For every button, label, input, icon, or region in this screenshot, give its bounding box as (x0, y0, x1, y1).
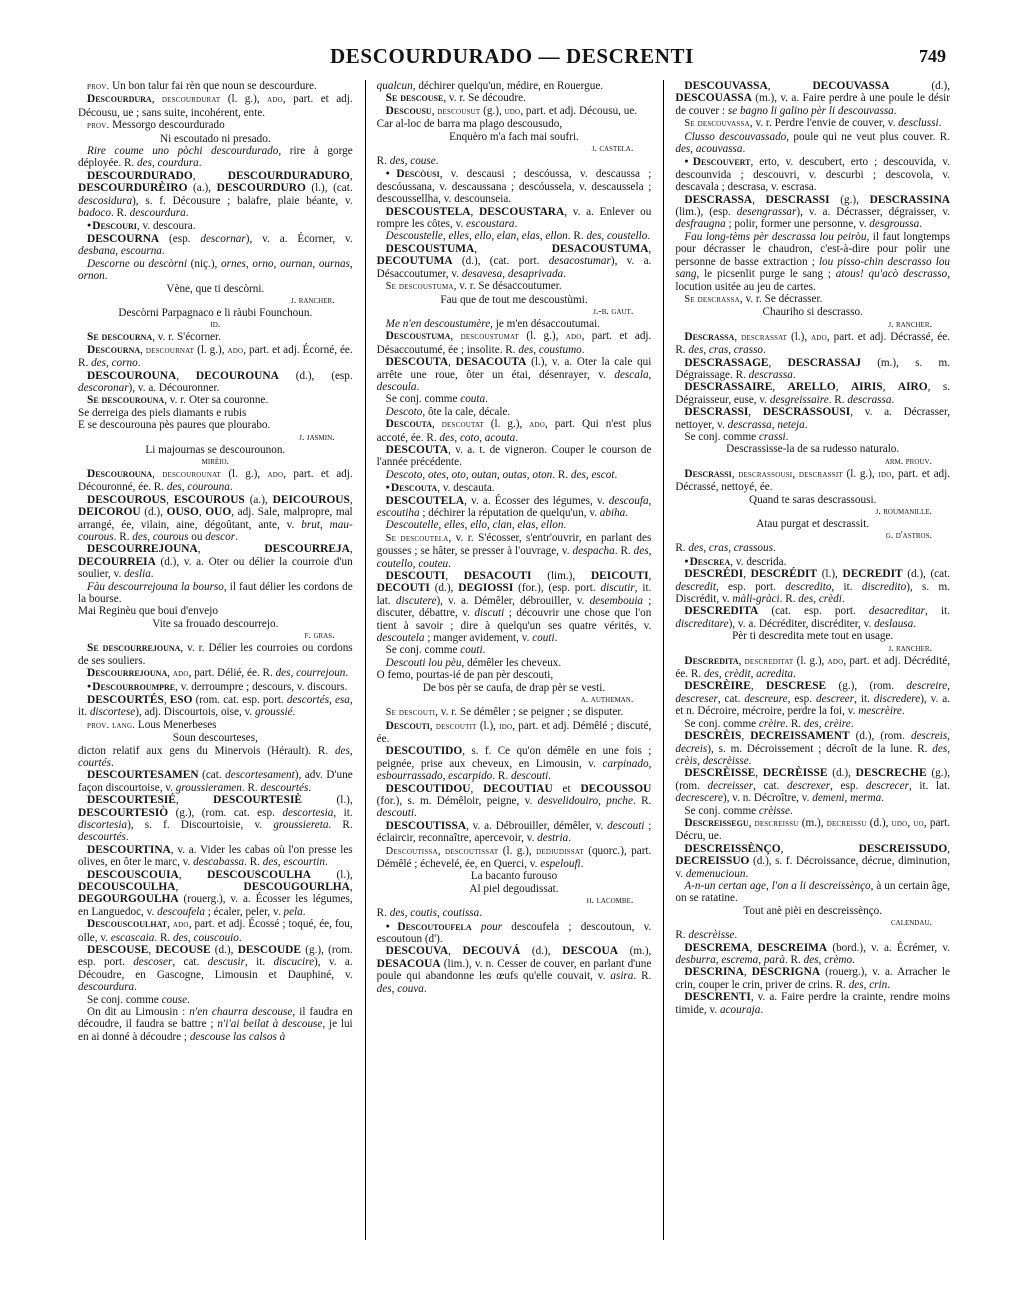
citation-attribution: f. gras. (304, 630, 335, 642)
entry-paragraph: Se conj. comme crèisse. (684, 804, 793, 817)
entry-paragraph: Descrassi, descrassousi, descrassit (l. g.), ido, part. et adj. Décrassé, nettoyé, ée. (675, 467, 951, 494)
entry-paragraph: DESCOURNA (esp. descornar), v. a. Écorner, v. desbana, escourna. (78, 232, 353, 258)
entry-paragraph: Descrassa, descrassat (l.), ado, part. et adj. Décrassé, ée. R. des, cras, crasso. (675, 330, 951, 357)
citation-attribution: id. (210, 319, 221, 331)
entry-paragraph: Clusso descouvassado, poule qui ne veut plus couver. R. des, acouvassa. (675, 130, 951, 156)
citation-attribution: j. roumanille. (875, 506, 933, 517)
verse-line: La bacanto furouso (470, 870, 558, 883)
entry-paragraph: Descouta, descoutat (l. g.), ado, part. Qui n'est plus accoté, ée. R. des, coto, acouta. (376, 418, 652, 444)
verse-line: Fau que de tout me descoustùmi. (440, 293, 588, 306)
entry-paragraph: ● Descrea, v. descrida. (675, 555, 950, 568)
entry-paragraph: DESCOUTIDO, s. f. Ce qu'on démêle en une fois ; peignée, prise aux cheveux, en Limousin, v. carpinado, esbourrassado, escarpido. R. descouti. (376, 745, 652, 783)
entry-paragraph: qualcun, déchirer quelqu'un, médire, en Rouergue. (376, 80, 604, 92)
column-2 (375, 80, 652, 1240)
entry-paragraph: ● Descouvert, erto, v. descubert, erto ; descouvida, v. descounvida ; descouvri, v. descurbi ; descovola, v. descavala ; descrasa, v. escrasa. (675, 155, 950, 193)
entry-paragraph: DESCOUSTELA, DESCOUSTARA, v. a. Enlever ou rompre les côtes, v. escoustara. (376, 205, 652, 231)
entry-paragraph: Descoto, otes, oto, outan, outas, oton. R. des, escot. (385, 468, 618, 481)
page-title: DESCOURDURADO — DESCRENTI (330, 44, 694, 68)
entry-paragraph: DESCREISSÈNÇO, DESCREISSUDO, DECREISSUO (d.), s. f. Décroissance, décrue, diminution, v. demenucioun. (675, 842, 951, 880)
verse-line: Li majournas se descourounon. (145, 443, 286, 456)
entry-paragraph: Descouti, descoutit (l.), ido, part. et adj. Démêlé ; discuté, ée. (376, 719, 652, 745)
entry-paragraph: Se descourna, v. r. S'écorner. (87, 331, 221, 344)
entry-paragraph: prov. Un bon talur fai rèn que noun se descourdure. (87, 80, 317, 92)
entry-paragraph: Fàu descourrejouna la bourso, il faut délier les cordons de la bourse. (78, 580, 353, 606)
entry-paragraph: Se descourouna, v. r. Oter sa couronne. (87, 394, 269, 407)
column-1 (78, 80, 353, 1240)
entry-paragraph: DESCRÈIS, DECREISSAMENT (d.), (rom. descreis, decreis), s. m. Décroissement ; décroît de la lune. R. des, crèis, descrèisse. (675, 730, 951, 767)
verse-line: Enquèro m'a fach mai soufri. (449, 130, 579, 143)
entry-paragraph: prov. lang. Lous Menerbeses (87, 718, 217, 731)
entry-paragraph: ● Descouta, v. descauta. (377, 481, 652, 494)
entry-paragraph: DESCREMA, DESCREIMA (bord.), v. a. Écrémer, v. desburra, escrema, parà. R. des, crèmo. (675, 941, 951, 966)
entry-paragraph: Car al-loc de barra ma plago descousudo, (376, 118, 563, 131)
verse-line: Soun descourteses, (172, 732, 258, 745)
text-columns (78, 80, 950, 1240)
entry-paragraph: DESCOUSE, DECOUSE (d.), DESCOUDE (g.), (rom. esp. port. descoser, cat. descusir, it. discucire), v. a. Découdre, en Gascogne, Limousin et Dauphiné, v. descourdura. (78, 944, 353, 994)
entry-paragraph: DESCOUROUNA, DECOUROUNA (d.), (esp. descoronar), v. a. Découronner. (78, 369, 353, 394)
entry-paragraph: DESCOUTA, DESACOUTA (l.), v. a. Oter la cale qui arrête une roue, ôter un étai, désenrayer, v. descala, descoula. (376, 356, 652, 393)
entry-paragraph: R. des, couse. (376, 155, 439, 168)
entry-paragraph: Se conj. comme couta. (385, 393, 488, 406)
entry-paragraph: R. descrèisse. (675, 929, 738, 942)
entry-paragraph: DESCRASSAIRE, ARELLO, AIRIS, AIRO, s. Dégraisseur, euse, v. desgreissaire. R. descrassa. (675, 381, 951, 406)
entry-paragraph: DESCRINA, DESCRIGNA (rouerg.), v. a. Arracher le crin, couper le crin, priver de crins. R. des, crin. (675, 966, 951, 991)
entry-paragraph: DESCOUVASSA, DECOUVASSA (d.), DESCOUASSA (m.), v. a. Faire perdre à une poule le désir de couver : se bagno li galino pèr li descouvassa. (675, 80, 951, 117)
entry-paragraph: Descoutissa, descoutissat (l. g.), dediudissat (quorc.), part. Démêlé ; échevelé, ée, en Querci, v. espeloufi. (376, 844, 652, 870)
verse-line: Vite sa frouado descourrejo. (152, 617, 279, 630)
page-header (0, 44, 1024, 69)
citation-attribution: h. lacombe. (586, 895, 634, 907)
entry-paragraph: Se descoustuma, v. r. Se désaccoutumer. (385, 280, 562, 293)
citation-attribution: a. autheman. (580, 694, 634, 706)
entry-paragraph: Descredita, descreditat (l. g.), ado, part. et adj. Décrédité, ée. R. des, crèdit, acredita. (675, 654, 951, 681)
entry-paragraph: Descourna, descournat (l. g.), ado, part. et adj. Écorné, ée. R. des, corno. (78, 343, 353, 370)
entry-paragraph: Fau long-tèms pèr descrassa lou peiròu, il faut longtemps pour décrasser le chaudron, c'est-à-dire pour polir une personne de basse extraction ; lou pisso-chin descrasso lou sang, le picsenlit purge le sang ; atous! qu'acò descrasso, locution usitée au jeu de cartes. (675, 230, 951, 293)
entry-paragraph: Se descouvassa, v. r. Perdre l'envie de couver, v. desclussi. (684, 117, 942, 130)
verse-line: Al piel degoudissat. (469, 882, 559, 895)
entry-paragraph: DESCOURTINA, v. a. Vider les cabas où l'on presse les olives, en ôter le marc, v. descabassa. R. des, escourtin. (78, 843, 353, 869)
citation-attribution: g. d'astros. (885, 530, 933, 542)
entry-paragraph: Se conj. comme couti. (385, 644, 486, 657)
entry-paragraph: Descourrejouna, ado, part. Délié, ée. R. des, courrejoun. (87, 667, 349, 680)
entry-paragraph: ● Descourroumpre, v. derroumpre ; descours, v. discours. (78, 680, 353, 693)
entry-paragraph: DESCRÈISSE, DECRÈISSE (d.), DESCRECHE (g.), (rom. decreisser, cat. descrexer, esp. descrecer, it. lat. decrescere), v. n. Décroître, v. demeni, merma. (675, 767, 951, 805)
verse-line: Atau purgat et descrassit. (756, 518, 870, 530)
entry-paragraph: DESCOUTI, DESACOUTI (lim.), DEICOUTI, DECOUTI (d.), DEGIOSSI (for.), (esp. port. discutir, it. lat. discutere), v. a. Démêler, débrouiller, v. desembouia ; discuter, débattre, v. discuti ; découvrir une chose que l'on tient à savoir ; dire à quelqu'un ses quatre vérités, v. descoutela ; manger avidement, v. couti. (376, 570, 652, 645)
entry-paragraph: Se descouti, v. r. Se démêler ; se peigner ; se disputer. (385, 706, 624, 719)
entry-paragraph: DESCOUTELA, v. a. Écosser des légumes, v. descoufa, escoutiha ; déchirer la réputation de quelqu'un, v. abiha. (376, 494, 652, 519)
entry-paragraph: ● Descouri, v. descoura. (78, 219, 353, 232)
citation-attribution: mirèio. (201, 455, 230, 467)
entry-paragraph: DESCRASSI, DESCRASSOUSI, v. a. Décrasser, nettoyer, v. descrassa, neteja. (675, 406, 951, 431)
citation-attribution: j. rancher. (888, 318, 933, 330)
verse-line: Chauriho si descrasso. (762, 306, 863, 319)
entry-paragraph: Se descoutela, v. r. S'écosser, s'entr'ouvrir, en parlant des gousses ; se hâter, se presser à l'ouvrage, v. despacha. R. des, coutello, couteu. (376, 531, 652, 570)
entry-paragraph: Descoutelle, elles, ello, clan, elas, ellon. (385, 519, 567, 532)
entry-paragraph: Se conj. comme couse. (87, 993, 190, 1006)
verse-line: De bos pèr se caufa, de drap pèr se vesti. (422, 681, 606, 694)
citation-attribution: j. rancher. (290, 294, 335, 306)
entry-paragraph: DESCRÉDI, DESCRÉDIT (l.), DECREDIT (d.), (cat. descredit, esp. port. descredito, it. discredito), s. m. Discrédit, v. màli-gràci. R. des, crèdi. (675, 568, 951, 606)
entry-paragraph: ● Descoutoufela pour descoufela ; descoutoun, v. escoutoun (d'). (377, 920, 652, 946)
verse-line: Tout anè pièi en descreissènço. (743, 904, 883, 917)
verse-line: Ni escoutado ni presado. (160, 132, 271, 145)
entry-paragraph: Descourouna, descourounat (l. g.), ado, part. et adj. Découronné, ée. R. des, courouna. (78, 467, 353, 494)
entry-paragraph: Descouscoulhat, ado, part. et adj. Écossé ; toqué, ée, fou, olle, v. escascaia. R. des, couscouio. (78, 918, 353, 944)
verse-line: Descrassisse-la de sa rudesso naturalo. (726, 443, 900, 456)
entry-paragraph: Descoustelle, elles, ello, elan, elas, ellon. R. des, coustello. (385, 230, 651, 243)
entry-paragraph: ● Descòusi, v. descausi ; descóussa, v. descaussa ; descóussana, v. descaussana ; descóussela, v. descaussela ; descoussellha, v. descounseia. (377, 167, 652, 205)
entry-paragraph: Descourdura, descourdurat (l. g.), ado, part. et adj. Décousu, ue ; sans suite, incohérent, ente. (78, 93, 353, 119)
entry-paragraph: A-n-un certan age, l'on a li descreissènço, à un certain âge, on se ratatine. (675, 879, 950, 905)
entry-paragraph: DESCOUROUS, ESCOUROUS (a.), DEICOUROUS, DEICOROU (d.), OUSO, OUO, adj. Sale, malpropre, mal arrangé, ée, vilain, aine, dégoûtant, ante, v. brut, mau-courous. R. des, courous ou descor. (78, 493, 353, 543)
entry-paragraph: prov. Messorgo descourdurado (87, 119, 225, 132)
entry-paragraph: Descousu, descousut (g.), udo, part. et adj. Décousu, ue. (385, 104, 638, 117)
citation-attribution: j.-b. gaut. (593, 305, 634, 317)
entry-paragraph: DESCOURTÉS, ESO (rom. cat. esp. port. descortés, esa, it. discortese), adj. Discourtois, oise, v. groussié. (78, 693, 353, 719)
entry-paragraph: DESCRÈIRE, DESCRESE (g.), (rom. descreire, descreser, cat. descreure, esp. descreer, it. discredere), v. a. et n. Décroire, mécroire, perdre la foi, v. mescrèire. (675, 680, 951, 718)
verse-line: Vène, que ti descòrni. (166, 282, 265, 295)
entry-paragraph: Descoto, ôte la cale, décale. (385, 405, 511, 418)
citation-attribution: j. castela. (591, 143, 634, 155)
entry-paragraph: Descoustuma, descoustumat (l. g.), ado, part. et adj. Désaccoutumé, ée ; insolite. R. des, coustumo. (376, 330, 652, 356)
entry-paragraph: DESCOURDURADO, DESCOURDURADURO, DESCOURDURÈIRO (a.), DESCOURDURO (l.), (cat. descosidura), s. f. Décousure ; balafre, plaie béante, v. badoco. R. descourdura. (78, 169, 353, 220)
entry-paragraph: Descouti lou pèu, démêler les cheveux. (385, 656, 562, 669)
entry-paragraph: dicton relatif aux gens du Minervois (Hérault). R. des, courtés. (78, 744, 353, 769)
verse-line: Quand te saras descrassousi. (748, 493, 877, 506)
entry-paragraph: Se descrassa, v. r. Se décrasser. (684, 292, 823, 305)
entry-paragraph: DESCOURREJOUNA, DESCOURREJA, DECOURREIA (d.), v. a. Oter ou délier la courroie d'un soulier, v. deslia. (78, 543, 353, 581)
entry-paragraph: DESCRASSAGE, DESCRASSAJ (m.), s. m. Dégraissage. R. descrassa. (675, 356, 951, 381)
citation-attribution: calendau. (891, 917, 933, 929)
entry-paragraph: Me n'en descoustumère, je m'en désaccoutumai. (385, 317, 600, 330)
entry-paragraph: DESCREDITA (cat. esp. port. desacreditar, it. discreditare), v. a. Décréditer, discréditer, v. deslausa. (675, 605, 951, 630)
entry-paragraph: Se descouse, v. r. Se découdre. (385, 92, 526, 105)
verse-line: Descòrni Parpagnaco e li ràubi Founchoun. (118, 306, 313, 319)
verse-line: Pèr ti descredita mete tout en usage. (732, 630, 894, 643)
entry-paragraph: Descreissegu, descreissu (m.), decreissu (d.), udo, uo, part. Décru, ue. (675, 816, 951, 843)
entry-paragraph: DESCOUSCOUIA, DESCOUSCOULHA (l.), DECOUSCOULHA, DESCOUGOURLHA, DEGOURGOULHA (rouerg.), v. a. Écosser les légumes, en Languedoc, v. descoufela ; écaler, peler, v. pela. (78, 868, 353, 918)
entry-paragraph: DESCOUTIDOU, DECOUTIAU et DECOUSSOU (for.), s. m. Démêloir, peigne, v. desvelidouiro, pnche. R. descouti. (376, 782, 652, 820)
entry-paragraph: DESCOURTESIÉ, DESCOURTESIÈ (l.), DESCOURTESIÒ (g.), (rom. cat. esp. descortesia, it. discortesia), s. f. Discourtoisie, v. groussiereta. R. descourtés. (78, 794, 353, 844)
entry-paragraph: Mai Reginèu que boui d'envejo (78, 605, 218, 618)
entry-paragraph: DESCOUVA, DECOUVÁ (d.), DESCOUA (m.), DESACOUA (lim.), v. n. Cesser de couver, en parlant d'une poule qui abandonne les œufs qu'elle couvait, v. asira. R. des, couva. (376, 945, 652, 995)
citation-attribution: arm. prouv. (884, 455, 933, 467)
entry-paragraph: DESCOUSTUMA, DESACOUSTUMA, DECOUTUMA (d.), (cat. port. desacostumar), v. a. Désaccoutumer, v. desavesa, desaprivada. (376, 242, 652, 280)
citation-attribution: j. jasmin. (299, 431, 335, 443)
entry-paragraph: Se conj. comme crassi. (684, 430, 789, 443)
entry-paragraph: Se conj. comme crèire. R. des, crèire. (684, 717, 854, 730)
entry-paragraph: Descorne ou descòrni (niç.), ornes, orno, ournan, ournas, ornon. (78, 257, 353, 283)
entry-paragraph: DESCOUTA, v. a. t. de vigneron. Couper le courson de l'année précédente. (376, 443, 652, 469)
page-number: 749 (919, 46, 946, 66)
entry-paragraph: Se derreiga des piels diamants e rubis (78, 406, 247, 419)
entry-paragraph: DESCOURTESAMEN (cat. descortesament), adv. D'une façon discourtoise, v. groussieramen. R. descourtés. (78, 769, 353, 794)
column-3 (673, 80, 950, 1240)
entry-paragraph: R. des, coutis, coutissa. (376, 907, 483, 920)
entry-paragraph: Se descourrejouna, v. r. Délier les courroies ou cordons de ses souliers. (78, 642, 353, 667)
entry-paragraph: E se descourouna pès paures que plourabo. (78, 419, 271, 432)
entry-paragraph: DESCRENTI, v. a. Faire perdre la crainte, rendre moins timide, v. acouraja. (675, 991, 951, 1016)
entry-paragraph: On dit au Limousin : n'en chaurra descouse, il faudra en découdre, il faudra se battre ; n'i'ai beilat à descouse, je lui en ai donné à découdre ; descouse las calsos à (78, 1006, 353, 1043)
entry-paragraph: DESCOUTISSA, v. a. Débrouiller, démêler, v. descouti ; éclaircir, reconnaître, apercevoir, v. destria. (376, 819, 652, 845)
entry-paragraph: DESCRASSA, DESCRASSI (g.), DESCRASSINA (lim.), (esp. desengrassar), v. a. Décrasser, dégraisser, v. desfraugna ; polir, former une personne, v. desgroussa. (675, 193, 951, 231)
entry-paragraph: Rire coume uno pòchi descourdurado, rire à gorge déployée. R. des, courdura. (78, 145, 353, 170)
citation-attribution: j. rancher. (888, 642, 933, 654)
entry-paragraph: O femo, pourtas-ié de pan pèr descouti, (376, 669, 554, 682)
entry-paragraph: R. des, cras, crassous. (675, 542, 776, 555)
